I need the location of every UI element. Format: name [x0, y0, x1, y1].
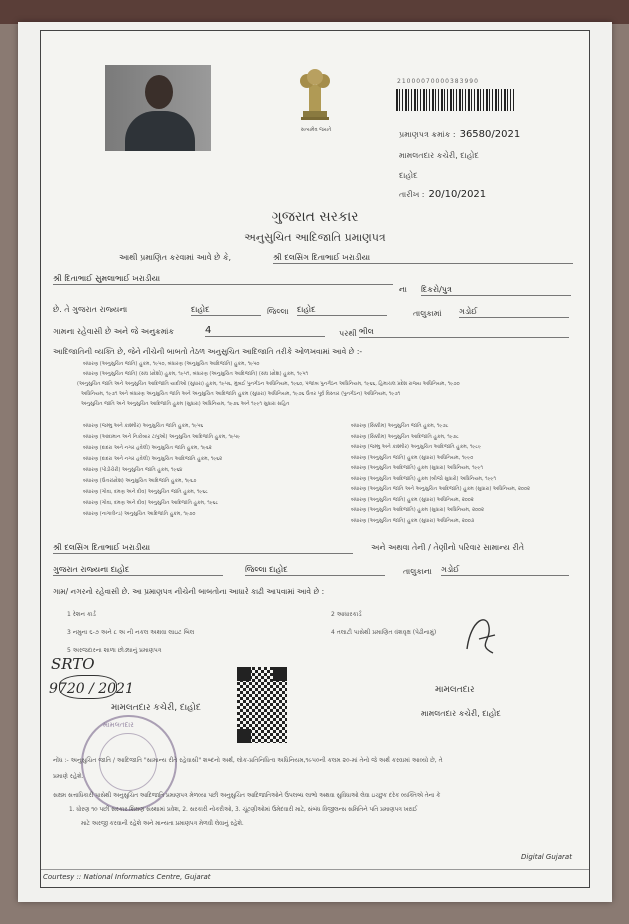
na-text: ના	[399, 285, 407, 294]
signatory-office: મામલતદાર કચેરી, દાહોદ	[421, 709, 501, 718]
certificate-title: અનુસુચિત આદિજાતિ પ્રમાણપત્ર	[244, 231, 386, 244]
resident-name: શ્રી દલસિંગ દિતાભાઈ ખરાડીયા	[53, 543, 353, 554]
list-item: બંધારણ (જમ્મુ અને કાશ્મીર) અનુસુચિત જાતિ હુકમ, ૧૯૫૬	[83, 423, 204, 429]
qr-code	[237, 667, 287, 743]
doc-item-4: 4 તલાટી પાસેથી પ્રમાણિત વંશવૃક્ષ (પેઢીનામું)	[331, 629, 437, 636]
list-item: બંધારણ (આંદામાન અને નિકોબાર ટાપુઓ) અનુસુચિત આદિજાતિ હુકમ, ૧૯૫૯	[83, 434, 241, 440]
note-1b: પ્રમાણે રહેશે.	[53, 773, 84, 780]
footer-courtesy: Courtesy :: National Informatics Centre, Gujarat	[43, 873, 211, 881]
list-item: બંધારણ (સિક્કીમ) અનુસુચિત જાતિ હુકમ, ૧૯૭૮	[351, 423, 449, 429]
note-4: માટે અરજી કરવાની રહેશે અને માન્યતા પ્રમાણપત્ર મેળવી લેવાનું રહેશે.	[81, 821, 244, 827]
issue-date: તારીખ : 20/10/2021	[399, 189, 487, 200]
mamlatdar-office-handwritten: મામલતદાર કચેરી, દાહોદ	[111, 703, 201, 713]
order-line-2: બંધારણ (અનુસુચિત જાતિ) (સંઘ પ્રદેશો) હુકમ, ૧૯૫૧, બંધારણ (અનુસુચિત આદિજાતિ) (સંઘ પ્રદેશ) હુકમ, ૧૯૫૧	[83, 371, 309, 377]
district-label: જિલ્લા	[267, 307, 289, 316]
basis-text: ગામ/ નગરનો રહેવાસી છે. આ પ્રમાણપત્ર નીચેની બાબતોના આધારે કાઢી આપવામાં આવે છે :	[53, 587, 325, 596]
handwritten-number: 9720 / 2021	[49, 681, 134, 697]
order-line-3: (અનુસુચિત જાતિ અને અનુસુચિત આદિજાતિ યાદીઓ (સુધારા) હુકમ, ૧૯૫૬, મુંબઈ પુનર્ગઠન અધિનિયમ, ૧૯૬૦, પંજાબ પુનર્ગઠન અધિનિયમ, ૧૯૬૬, હિમાચલ પ્રદેશ રાજ્ય અધિનિયમ, ૧૯૭૦	[77, 381, 460, 387]
resident-state: ગુજરાત રાજ્યના દાહોદ	[53, 565, 223, 576]
barcode	[396, 89, 514, 111]
list-item: બંધારણ (અનુસુચિત જાતિ) હુકમ (સુધારા) અધિનિયમ, ૨૦૦૩	[351, 517, 475, 524]
paper-sheet	[18, 22, 612, 902]
doc-item-3: 3 નમુના ૬-૭ અને ૮ અ ની નકલ અથવા લાઇટ બિલ	[67, 629, 195, 636]
list-item: બંધારણ (ગોવા, દમણ અને દીવ) અનુસુચિત જાતિ હુકમ, ૧૯૬૮	[83, 489, 208, 495]
barcode-number: 21000070000383990	[397, 78, 479, 85]
handwritten-circle	[59, 675, 117, 699]
village: ગડોઈ	[459, 307, 569, 318]
doc-item-2: 2 આધારકાર્ડ	[331, 611, 362, 618]
list-item: બંધારણ (પોંડીચેરી) અનુસુચિત જાતિ હુકમ, ૧૯૬૪	[83, 467, 183, 473]
resident-village: ગડોઈ	[441, 565, 569, 576]
handwritten-code: SRTO	[51, 655, 95, 673]
parent-name: શ્રી દિતાભાઈ સુમલાભાઈ ખરાડીયા	[53, 274, 393, 285]
list-prefix: ગામના રહેવાસી છે અને જે અનુક્રમાંક	[53, 327, 175, 336]
resident-district: જિલ્લા દાહોદ	[245, 565, 385, 576]
list-number: 4	[205, 325, 325, 337]
declaration: આદિજાતિની વ્યક્તિ છે, જેને નીચેની બાબતો તેઠળ અનુસુચિત આદિજાતિ તરીકે ઓળખવામાં આવે છે :-	[53, 347, 363, 356]
resident-taluka-label: તાલુકાના	[403, 567, 432, 576]
list-item: બંધારણ (જમ્મુ અને કાશ્મીર) અનુસુચિત આદિજાતિ હુકમ, ૧૯૮૯	[351, 444, 482, 450]
list-item: બંધારણ (અનુસુચિત આદિજાતિ) હુકમ (સુધારા) અધિનિયમ, ૨૦૦૨	[351, 507, 484, 513]
taluka-value: દાહોદ	[191, 305, 261, 316]
order-line-1: બંધારણ (અનુસુચિત જાતિ) હુકમ, ૧૯૫૦, બંધારણ (અનુસુચિત આદિજાતિ) હુકમ, ૧૯૫૦	[83, 361, 260, 367]
background-strip	[0, 0, 629, 24]
list-item: બંધારણ (અનુસુચિત જાતિ) હુકમ (સુધારા) અધિનિયમ, ૨૦૦૨	[351, 496, 474, 503]
issuing-office: મામલતદાર કચેરી, દાહોદ	[399, 151, 479, 160]
applicant-photo	[105, 65, 211, 151]
state-emblem-icon	[295, 65, 335, 127]
certificate-document	[40, 30, 590, 888]
list-item: બંધારણ (અનુસુચિત આદિજાતિ) હુકમ (બીજો સુધારો) અધિનિયમ, ૧૯૯૧	[351, 475, 496, 482]
list-item: બંધારણ (અનુસુચિત જાતિ અને અનુસુચિત આદિજાતિ) હુકમ (સુધારા) અધિનિયમ, ૨૦૦૨	[351, 486, 530, 492]
order-line-5: અનુસુચિત જાતિ અને અનુસુચિત આદિજાતિ હુકમ (સુધારા) અધિનિયમ, ૧૯૭૬ અને ૧૯૯૧ સુધારા સહિત	[81, 401, 290, 407]
tribe: ભીલ	[359, 327, 569, 338]
relation: દિકરો/પુત્ર	[421, 285, 571, 296]
order-line-4: અધિનિયમ, ૧૯૭૧ અને બંધારણ અનુસુચિત જાતિ અને અનુસુચિત આદિજાતિ હુકમ (સુધારા) અધિનિયમ, ૧૯૭૬ ઉત્તર પૂર્વ વિસ્તાર (પુનર્ગઠન) અધિનિયમ, ૧૯૭૧	[81, 391, 401, 397]
certificate-number: પ્રમાણપત્ર ક્રમાંક : 36580/2021	[399, 129, 521, 140]
applicant-name: શ્રી દલસિંગ દિતાભાઈ ખરાડીયા	[273, 253, 573, 264]
district-value: દાહોદ	[297, 305, 387, 316]
list-item: બંધારણ (ઉત્તરપ્રદેશ) અનુસુચિત આદિજાતિ હુકમ, ૧૯૬૭	[83, 478, 197, 484]
footer-brand: Digital Gujarat	[521, 853, 572, 861]
intro-text: આથી પ્રમાણિત કરવામાં આવે છે કે,	[119, 253, 232, 262]
doc-item-1: 1 રેશન કાર્ડ	[67, 611, 96, 618]
note-2: સક્ષમ સત્તાધિકારી પાસેથી અનુસુચિત આદિજાતિ પ્રમાણપત્ર મેળવ્યા પછી અનુસુચિત આદિજાતિઓને ઉપલબ્ધ લાભો અથવા સુવિધાઓ લેવા ઇચ્છુક દરેક વ્યક્તિએ તેના કે	[53, 793, 441, 799]
tribe-label: પરથી	[339, 329, 357, 338]
list-item: બંધારણ (નાગાલેન્ડ) અનુસુચિત આદિજાતિ હુકમ, ૧૯૭૦	[83, 511, 196, 517]
state-prefix: છે. તે ગુજરાત રાજ્યના	[53, 305, 128, 314]
note-3: 1. ધોરણ ૧૦ પછી સરકાર શિક્ષણ સંસ્થામાં પ્રવેશ, 2. સરકારી નોકરીઓ, 3. ચૂંટણીઓમાં ઉમેદવારી માટે, સંબંધ વિજીલન્સ સમિતિને પતિ પ્રમાણપત્ર ખરાઈ	[69, 807, 418, 813]
stamp-text: મામલતદાર	[103, 721, 134, 729]
footer-divider	[41, 869, 589, 870]
government-title: ગુજરાત સરકાર	[271, 209, 359, 225]
emblem-caption: સત્યમેવ જયતે	[300, 127, 332, 133]
place: દાહોદ	[399, 171, 418, 180]
list-item: બંધારણ (દાદરા અને નગર હવેલી) અનુસુચિત આદિજાતિ હુકમ, ૧૯૬૨	[83, 456, 223, 462]
taluka-label: તાલુકામાં	[413, 309, 442, 318]
list-item: બંધારણ (અનુસુચિત આદિજાતિ) હુકમ (સુધારા) અધિનિયમ, ૧૯૯૧	[351, 465, 483, 471]
signatory-role: મામલતદાર	[435, 685, 475, 695]
doc-item-5: 5 અરજદારના શાળા છોડ્યાનું પ્રમાણપત્ર	[67, 647, 162, 654]
orders-left-list	[83, 423, 240, 522]
list-item: બંધારણ (દાદરા અને નગર હવેલી) અનુસુચિત જાતિ હુકમ, ૧૯૬૨	[83, 445, 212, 451]
resident-suffix: અને અથવા તેની / તેણીનો પરિવાર સામાન્ય રીતે	[371, 543, 525, 552]
signature-icon	[459, 609, 499, 659]
note-1: નોંધ :- અનુસુચિત જાતિ / આદિજાતિ "સામાન્ય રીતે રહેવાસી" શબ્દનો અર્થ, લોક-પ્રતિનિધિત્વ અધિનિયમ,૧૯૫૦ની કલમ ૨૦-માં તેનો જે અર્થ કરવામાં આવ્યો છે, તે	[53, 757, 443, 764]
list-item: બંધારણ (અનુસુચિત જાતિ) હુકમ (સુધારા) અધિનિયમ, ૧૯૯૦	[351, 454, 474, 461]
list-item: બંધારણ (સિક્કીમ) અનુસુચિત આદિજાતિ હુકમ, ૧૯૭૮	[351, 433, 459, 440]
orders-right-list	[351, 423, 530, 528]
list-item: બંધારણ (ગોવા, દમણ અને દીવ) અનુસુચિત આદિજાતિ હુકમ, ૧૯૬૮	[83, 500, 219, 506]
